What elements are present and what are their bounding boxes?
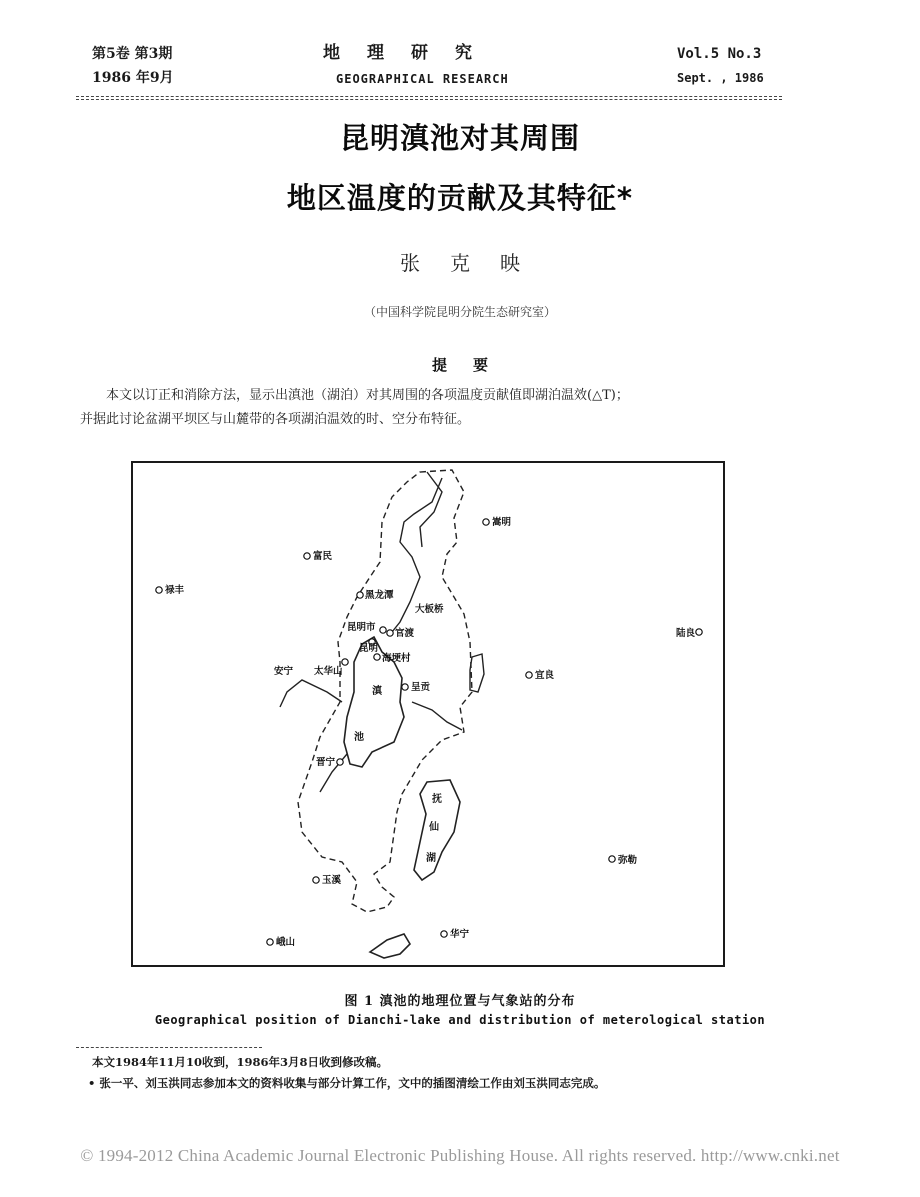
station-label-haigeng: 海埂村	[382, 653, 411, 664]
river-panlong	[420, 472, 442, 547]
station-label-anning: 安宁	[274, 666, 294, 677]
station-marker-taihuashan	[342, 659, 348, 665]
station-label-taihuashan: 太华山	[314, 666, 343, 677]
journal-title-en: GEOGRAPHICAL RESEARCH	[336, 72, 509, 86]
station-label-yiliang: 宜良	[535, 670, 555, 681]
lake-label-dian: 滇	[372, 686, 382, 697]
paper-title-line2: 地区温度的贡献及其特征*	[286, 181, 634, 215]
station-marker-luliang	[696, 629, 702, 635]
footnote-acknowledgement: • 张一平、刘玉洪同志参加本文的资料收集与部分计算工作，文中的插图清绘工作由刘玉洪同志完成。	[88, 1076, 606, 1090]
station-label-kunming: 昆明	[359, 643, 379, 654]
station-marker-haigeng	[374, 654, 380, 660]
map-svg	[133, 463, 723, 965]
station-label-dabanqiao: 大板桥	[415, 604, 444, 615]
figure-map-frame	[131, 461, 725, 967]
lake-label-fu: 抚	[432, 794, 442, 805]
station-marker-yiliang	[526, 672, 532, 678]
station-label-lufeng: 禄丰	[165, 585, 185, 596]
issue-date: 1986 年9月	[92, 70, 174, 86]
station-label-heilongtan: 黑龙潭	[365, 590, 394, 601]
station-marker-lufeng	[156, 587, 162, 593]
lake-label-hu: 湖	[426, 853, 436, 864]
journal-title-cn: 地理研究	[323, 43, 499, 63]
station-label-jinning: 晋宁	[316, 757, 336, 768]
copyright-notice: © 1994-2012 China Academic Journal Electronic Publishing House. All rights reserved. http://www.cnki.net	[80, 1146, 840, 1165]
lake-label-xian: 仙	[429, 822, 439, 833]
river-west	[280, 680, 342, 707]
author-affiliation: （中国科学院昆明分院生态研究室）	[363, 305, 556, 319]
station-marker-songming	[483, 519, 489, 525]
figure-caption-en: Geographical position of Dianchi-lake and distribution of meterological station	[154, 1013, 766, 1027]
station-marker-fumin	[304, 553, 310, 559]
xingyun-lake	[370, 934, 410, 958]
abstract-heading: 提要	[431, 356, 514, 374]
station-marker-heilongtan	[357, 592, 363, 598]
station-marker-huaning	[441, 931, 447, 937]
station-marker-yuxi	[313, 877, 319, 883]
volume-number: Vol.5 No.3	[677, 46, 762, 62]
station-marker-eshan	[267, 939, 273, 945]
station-label-fumin: 富民	[313, 551, 333, 562]
station-label-guandu: 官渡	[395, 628, 415, 639]
volume-date: Sept. , 1986	[677, 71, 764, 85]
station-marker-kunming-city	[380, 627, 386, 633]
river-southeast	[412, 702, 462, 730]
station-marker-guandu	[387, 630, 393, 636]
abstract-line-2: 并据此讨论盆湖平坝区与山麓带的各项湖泊温效的时、空分布特征。	[80, 412, 471, 427]
station-label-yuxi: 玉溪	[322, 875, 342, 886]
station-marker-jinning	[337, 759, 343, 765]
station-label-mile: 弥勒	[618, 855, 638, 866]
station-label-kunming-city: 昆明市	[347, 622, 376, 633]
header-rule-2	[76, 99, 782, 100]
abstract-body	[80, 384, 770, 432]
station-label-luliang: 陆良	[676, 628, 696, 639]
station-label-eshan: 峨山	[276, 937, 296, 948]
figure-caption-cn: 图 1 滇池的地理位置与气象站的分布	[344, 994, 576, 1009]
station-marker-chenggong	[402, 684, 408, 690]
issue-number: 第5卷 第3期	[92, 46, 173, 62]
abstract-line-1: 本文以订正和消除方法，显示出滇池（湖泊）对其周围的各项温度贡献值即湖泊温效(△T)；	[106, 388, 629, 403]
station-label-chenggong: 呈贡	[411, 682, 431, 693]
footnote-received: 本文1984年11月10收到，1986年3月8日收到修改稿。	[92, 1055, 389, 1069]
lake-label-chi: 池	[354, 732, 364, 743]
footnote-rule	[76, 1047, 262, 1048]
station-label-songming: 嵩明	[492, 517, 512, 528]
station-marker-mile	[609, 856, 615, 862]
header-rule	[76, 96, 782, 97]
paper-title-line1: 昆明滇池对其周围	[339, 121, 580, 155]
station-label-huaning: 华宁	[450, 929, 470, 940]
author-name: 张克映	[400, 251, 550, 275]
